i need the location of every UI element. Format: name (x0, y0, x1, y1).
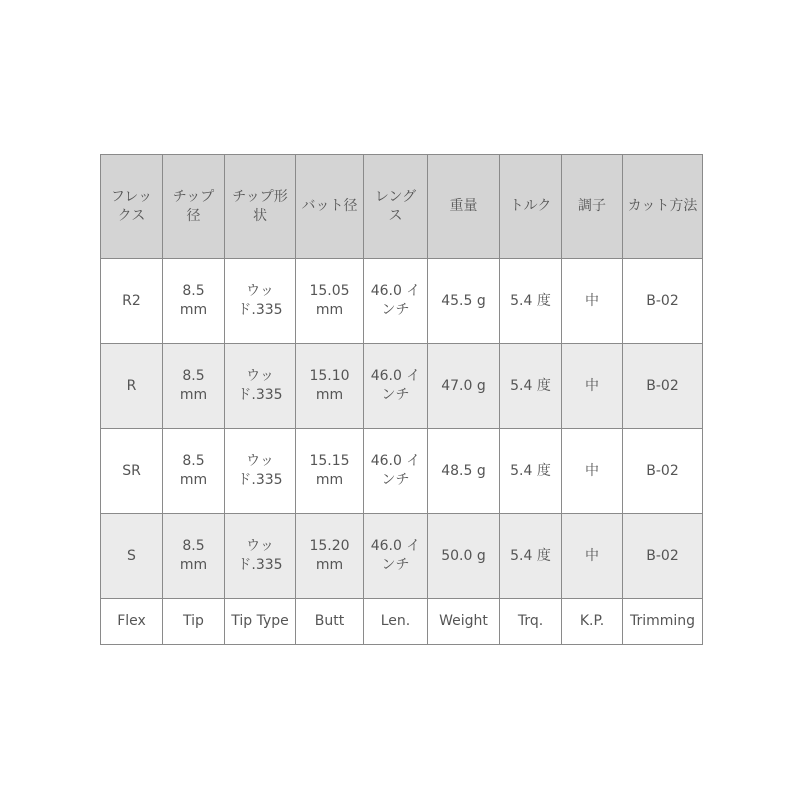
cell-flex: S (101, 514, 163, 599)
cell-weight: 47.0 g (428, 344, 500, 429)
table-row (101, 514, 703, 599)
header-torque-ja: トルク (500, 155, 562, 259)
cell-weight: 48.5 g (428, 429, 500, 514)
cell-trimming: B-02 (623, 259, 703, 344)
cell-tip: 8.5 mm (163, 259, 225, 344)
cell-kick-point: 中 (562, 429, 623, 514)
cell-kick-point: 中 (562, 344, 623, 429)
cell-torque: 5.4 度 (500, 429, 562, 514)
cell-length: 46.0 インチ (364, 259, 428, 344)
header-weight-ja: 重量 (428, 155, 500, 259)
cell-flex: SR (101, 429, 163, 514)
header-tip-en: Tip (163, 599, 225, 645)
header-row-ja (101, 155, 703, 259)
table-row (101, 344, 703, 429)
cell-length: 46.0 インチ (364, 344, 428, 429)
cell-butt: 15.20 mm (296, 514, 364, 599)
header-flex-en: Flex (101, 599, 163, 645)
spec-table (100, 154, 703, 645)
header-torque-en: Trq. (500, 599, 562, 645)
cell-torque: 5.4 度 (500, 344, 562, 429)
cell-length: 46.0 インチ (364, 514, 428, 599)
cell-flex: R2 (101, 259, 163, 344)
cell-kick-point: 中 (562, 514, 623, 599)
header-weight-en: Weight (428, 599, 500, 645)
header-butt-en: Butt (296, 599, 364, 645)
header-tip-ja: チップ径 (163, 155, 225, 259)
cell-tip-type: ウッド.335 (225, 514, 296, 599)
cell-tip-type: ウッド.335 (225, 344, 296, 429)
cell-weight: 45.5 g (428, 259, 500, 344)
cell-butt: 15.05 mm (296, 259, 364, 344)
cell-tip: 8.5 mm (163, 344, 225, 429)
cell-trimming: B-02 (623, 514, 703, 599)
header-butt-ja: バット径 (296, 155, 364, 259)
header-tip-type-ja: チップ形状 (225, 155, 296, 259)
header-length-ja: レングス (364, 155, 428, 259)
cell-weight: 50.0 g (428, 514, 500, 599)
header-length-en: Len. (364, 599, 428, 645)
table-row (101, 259, 703, 344)
header-kick-point-ja: 調子 (562, 155, 623, 259)
header-trimming-ja: カット方法 (623, 155, 703, 259)
cell-kick-point: 中 (562, 259, 623, 344)
cell-butt: 15.15 mm (296, 429, 364, 514)
cell-tip: 8.5 mm (163, 514, 225, 599)
header-tip-type-en: Tip Type (225, 599, 296, 645)
cell-butt: 15.10 mm (296, 344, 364, 429)
cell-tip-type: ウッド.335 (225, 259, 296, 344)
cell-flex: R (101, 344, 163, 429)
header-trimming-en: Trimming (623, 599, 703, 645)
cell-torque: 5.4 度 (500, 259, 562, 344)
table-row (101, 429, 703, 514)
header-flex-ja: フレックス (101, 155, 163, 259)
cell-length: 46.0 インチ (364, 429, 428, 514)
cell-tip: 8.5 mm (163, 429, 225, 514)
cell-trimming: B-02 (623, 344, 703, 429)
cell-tip-type: ウッド.335 (225, 429, 296, 514)
cell-torque: 5.4 度 (500, 514, 562, 599)
header-kick-point-en: K.P. (562, 599, 623, 645)
cell-trimming: B-02 (623, 429, 703, 514)
header-row-en (101, 599, 703, 645)
